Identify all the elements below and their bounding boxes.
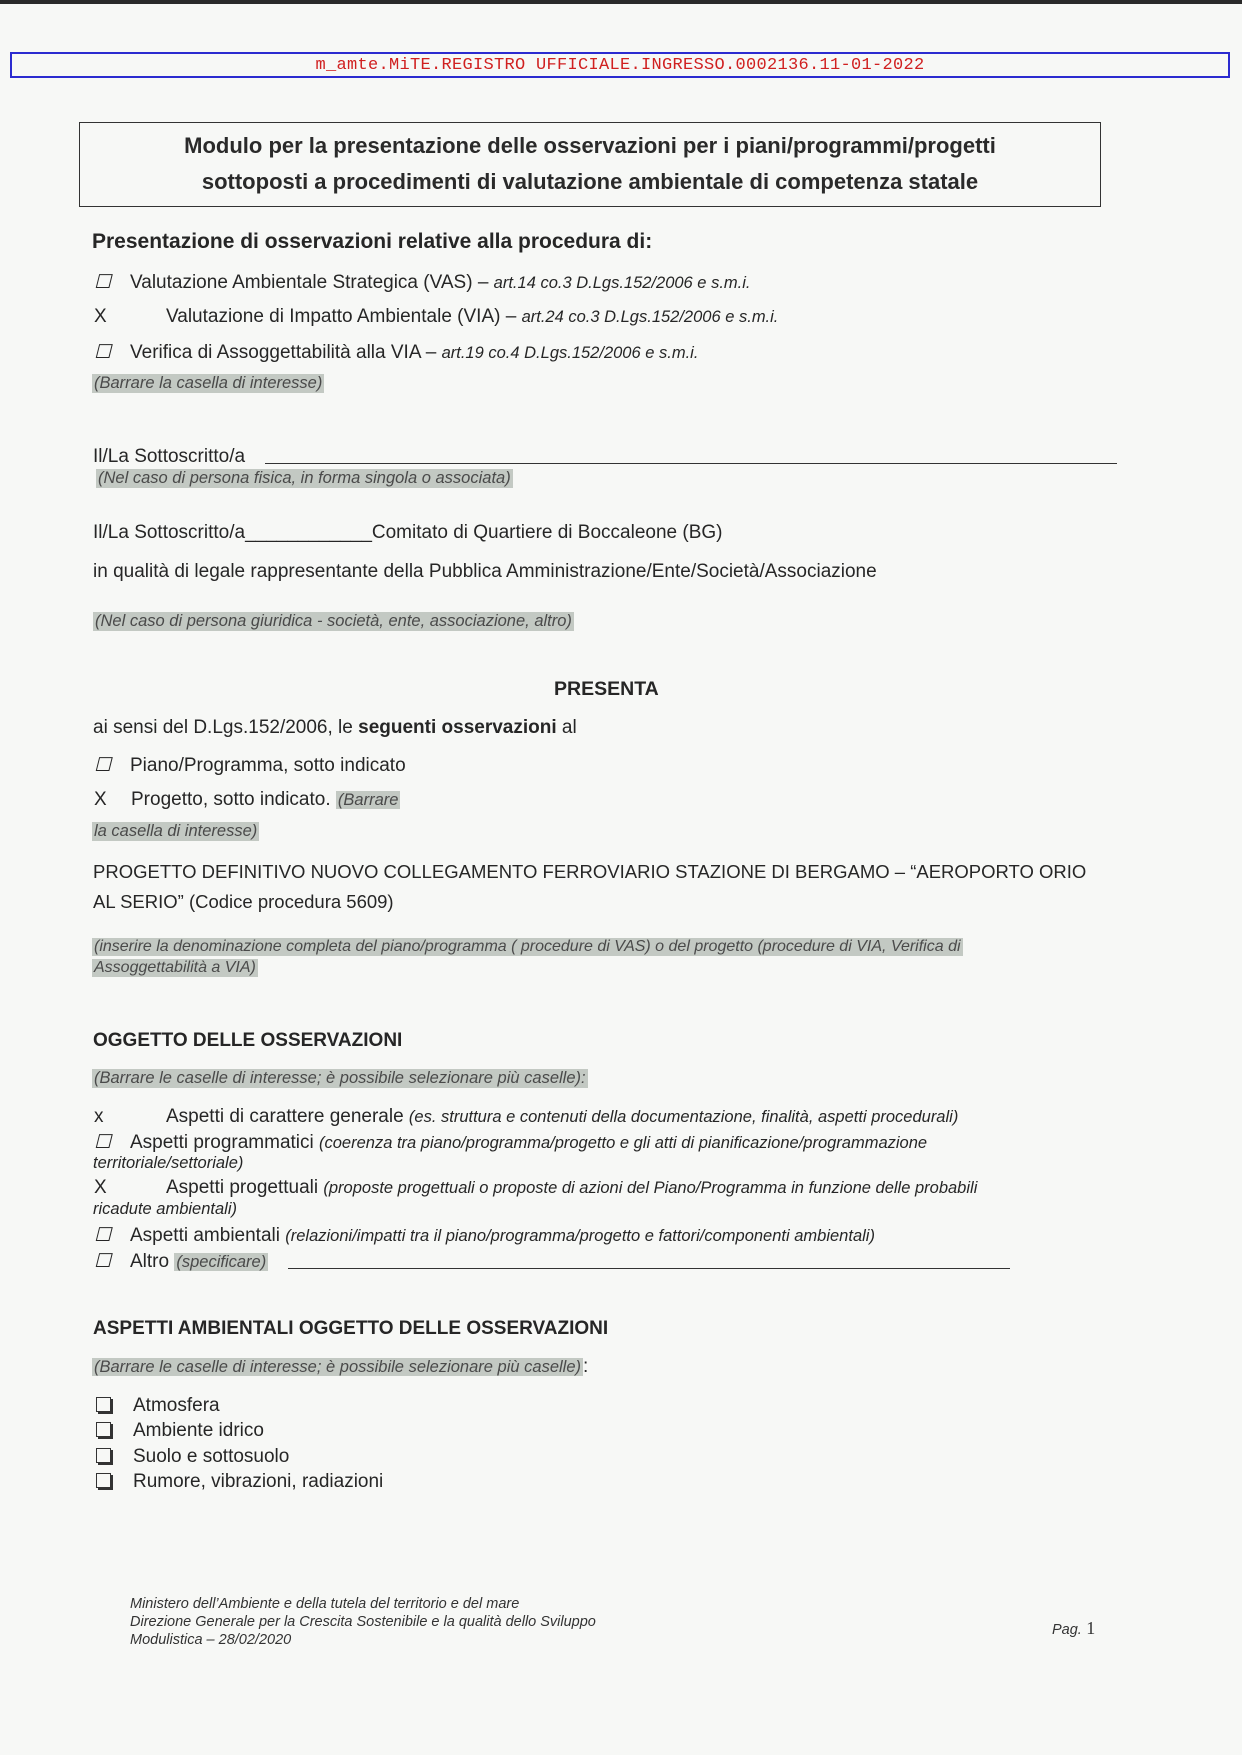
- oggetto-item-progettuali[interactable]: [94, 1177, 977, 1199]
- ambientali-desc: (relazioni/impatti tra il piano/programma/progetto e fattori/componenti ambientali): [285, 1227, 875, 1245]
- idrico-label: Ambiente idrico: [133, 1420, 264, 1441]
- checkbox-suolo[interactable]: [96, 1448, 111, 1463]
- programmatici-desc: (coerenza tra piano/programma/progetto e gli atti di pianificazione/programmazione: [319, 1134, 928, 1152]
- form-title-line1: Modulo per la presentazione delle osservazioni per i piani/programmi/progetti: [184, 133, 996, 158]
- ambiente-item-idrico[interactable]: [96, 1420, 264, 1442]
- atmosfera-label: Atmosfera: [133, 1395, 220, 1416]
- sottoscritto-giuridica-label: Il/La Sottoscritto/a: [93, 522, 246, 543]
- ambiente-item-suolo[interactable]: [96, 1446, 289, 1468]
- progettuali-desc: (proposte progettuali o proposte di azioni del Piano/Programma in funzione delle probabili: [323, 1179, 978, 1197]
- presenta-option-progetto[interactable]: [94, 789, 400, 811]
- ambientali-note: (Barrare le caselle di interesse; è possibile selezionare più caselle): [94, 1358, 581, 1376]
- ambiente-item-rumore[interactable]: [96, 1471, 383, 1493]
- checkbox-piano[interactable]: ☐: [94, 755, 112, 776]
- checkbox-rumore[interactable]: [96, 1473, 111, 1488]
- procedura-heading: Presentazione di osservazioni relative alla procedura di:: [92, 230, 653, 253]
- checkbox-atmosfera[interactable]: [96, 1397, 111, 1412]
- scan-top-edge: [0, 0, 1242, 4]
- oggetto-item-ambientali[interactable]: [94, 1224, 875, 1247]
- form-title-line2: sottoposti a procedimenti di valutazione ambientale di competenza statale: [201, 169, 979, 194]
- presenta-intro: [93, 717, 577, 739]
- ambientali-note-colon: :: [583, 1356, 589, 1377]
- oggetto-item-programmatici[interactable]: [94, 1131, 927, 1154]
- altro-label: Altro: [130, 1251, 170, 1272]
- procedura-note: (Barrare la casella di interesse): [94, 374, 323, 392]
- procedura-option-vas[interactable]: [94, 271, 751, 294]
- checkbox-generale[interactable]: x: [94, 1106, 104, 1127]
- sottoscritto-label: Il/La Sottoscritto/a: [93, 446, 246, 467]
- project-title: [93, 857, 1086, 917]
- oggetto-item-generale[interactable]: [94, 1106, 958, 1128]
- presenta-note-a: (Barrare: [337, 791, 399, 809]
- form-title-box: [79, 122, 1101, 207]
- oggetto-item-altro[interactable]: [94, 1250, 268, 1273]
- checkbox-ambientali[interactable]: ☐: [94, 1225, 112, 1246]
- procedura-option-via[interactable]: [94, 306, 778, 328]
- checkbox-vas[interactable]: ☐: [94, 272, 112, 293]
- programmatici-desc-cont: territoriale/settoriale): [93, 1154, 244, 1172]
- checkbox-altro[interactable]: ☐: [94, 1251, 112, 1272]
- sottoscritto-giuridica: [93, 522, 723, 544]
- presenta-note-b: la casella di interesse): [94, 822, 258, 840]
- progettuali-label: Aspetti progettuali: [166, 1177, 319, 1198]
- checkbox-idrico[interactable]: [96, 1422, 111, 1437]
- generale-desc: (es. struttura e contenuti della documentazione, finalità, aspetti procedurali): [408, 1108, 959, 1126]
- footer-line3: Modulistica – 28/02/2020: [130, 1632, 292, 1648]
- page-number: [1052, 1618, 1095, 1639]
- progettuali-desc-cont: ricadute ambientali): [93, 1200, 237, 1218]
- presenta-option-piano[interactable]: [94, 754, 406, 777]
- suolo-label: Suolo e sottosuolo: [133, 1446, 290, 1467]
- option-verifica-ref: art.19 co.4 D.Lgs.152/2006 e s.m.i.: [441, 344, 699, 362]
- generale-label: Aspetti di carattere generale: [166, 1106, 404, 1127]
- ambientali-heading: ASPETTI AMBIENTALI OGGETTO DELLE OSSERVAZIONI: [93, 1318, 609, 1339]
- option-piano-label: Piano/Programma, sotto indicato: [130, 755, 406, 776]
- altro-input-line[interactable]: [288, 1268, 1010, 1269]
- altro-desc: (specificare): [176, 1253, 267, 1271]
- presenta-intro-pre: ai sensi del D.Lgs.152/2006, le: [93, 717, 353, 738]
- checkbox-progetto[interactable]: X: [94, 789, 107, 810]
- oggetto-note: (Barrare le caselle di interesse; è possibile selezionare più caselle):: [94, 1069, 586, 1087]
- protocol-stamp: m_amte.MiTE.REGISTRO UFFICIALE.INGRESSO.0002136.11-01-2022: [10, 52, 1230, 78]
- option-progetto-label: Progetto, sotto indicato.: [131, 789, 331, 810]
- programmatici-label: Aspetti programmatici: [130, 1132, 314, 1153]
- sottoscritto-giuridica-value: Comitato di Quartiere di Boccaleone (BG): [371, 522, 723, 543]
- page-num: 1: [1086, 1618, 1096, 1638]
- footer: [130, 1595, 596, 1649]
- project-title-line2: AL SERIO” (Codice procedura 5609): [93, 891, 394, 912]
- option-via-ref: art.24 co.3 D.Lgs.152/2006 e s.m.i.: [521, 308, 779, 326]
- option-vas-ref: art.14 co.3 D.Lgs.152/2006 e s.m.i.: [493, 274, 751, 292]
- sottoscritto-giuridica-blank[interactable]: ____________: [245, 522, 372, 543]
- ambiente-item-atmosfera[interactable]: [96, 1395, 220, 1417]
- checkbox-via[interactable]: X: [94, 306, 107, 327]
- procedura-option-verifica[interactable]: [94, 341, 698, 364]
- option-via-label: Valutazione di Impatto Ambientale (VIA) –: [166, 306, 517, 327]
- checkbox-progettuali[interactable]: X: [94, 1177, 107, 1198]
- page-label: Pag.: [1052, 1622, 1082, 1638]
- project-title-line1: PROGETTO DEFINITIVO NUOVO COLLEGAMENTO FERROVIARIO STAZIONE DI BERGAMO – “AEROPORTO ORIO: [93, 861, 1087, 882]
- ambientali-label: Aspetti ambientali: [130, 1225, 280, 1246]
- footer-line1: Ministero dell’Ambiente e della tutela del territorio e del mare: [130, 1596, 520, 1612]
- project-note-line1: (inserire la denominazione completa del piano/programma ( procedure di VAS) o del progetto (procedure di VIA, Verifica di: [94, 938, 961, 955]
- presenta-intro-post: al: [561, 717, 577, 738]
- oggetto-heading: OGGETTO DELLE OSSERVAZIONI: [93, 1030, 403, 1051]
- legale-rappresentante-text: in qualità di legale rappresentante della Pubblica Amministrazione/Ente/Società/Associazione: [93, 561, 877, 582]
- presenta-heading: PRESENTA: [554, 678, 659, 700]
- rumore-label: Rumore, vibrazioni, radiazioni: [133, 1471, 384, 1492]
- ambientali-note-row: [92, 1356, 588, 1378]
- sottoscritto-note: (Nel caso di persona fisica, in forma singola o associata): [98, 469, 511, 487]
- checkbox-verifica[interactable]: ☐: [94, 342, 112, 363]
- option-verifica-label: Verifica di Assoggettabilità alla VIA –: [130, 342, 437, 363]
- persona-giuridica-note: (Nel caso di persona giuridica - società, ente, associazione, altro): [95, 612, 572, 630]
- option-vas-label: Valutazione Ambientale Strategica (VAS) –: [130, 272, 489, 293]
- presenta-intro-bold: seguenti osservazioni: [358, 717, 557, 738]
- checkbox-programmatici[interactable]: ☐: [94, 1132, 112, 1153]
- project-note-line2: Assoggettabilità a VIA): [94, 959, 256, 976]
- footer-line2: Direzione Generale per la Crescita Sostenibile e la qualità dello Sviluppo: [130, 1614, 596, 1630]
- sottoscritto-input-line[interactable]: [265, 463, 1117, 464]
